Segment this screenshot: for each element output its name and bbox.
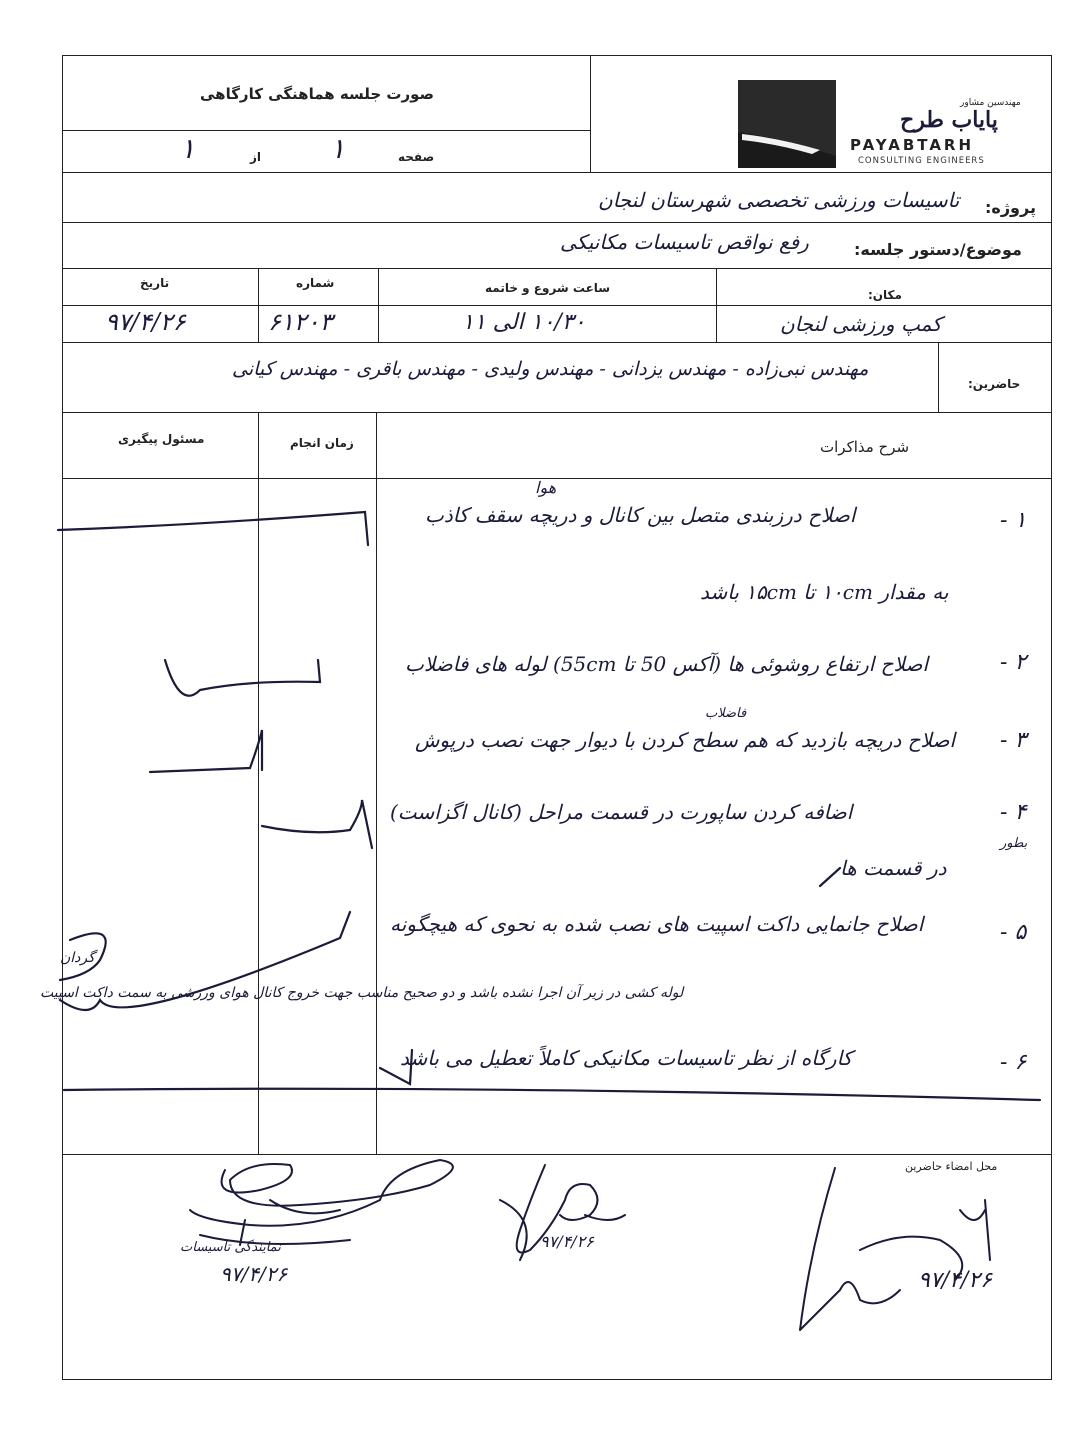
- item-note-1: هوا: [535, 478, 557, 497]
- item-line2-5: لوله کشی در زیر آن اجرا نشده باشد و دو صحیح مناسب جهت خروج کانال هوای ورزشی به سمت داکت اسپیت: [40, 985, 684, 1001]
- item-num-2: ۲ -: [1000, 650, 1027, 675]
- signature-1: [190, 1160, 453, 1245]
- date-value: ۹۷/۴/۲۶: [105, 308, 186, 336]
- item-note-3: فاضلاب: [705, 706, 747, 721]
- time-label: ساعت شروع و خاتمه: [485, 281, 611, 295]
- signature-date-1: ۹۷/۴/۲۶: [220, 1262, 288, 1286]
- page-of-label: از: [250, 150, 262, 164]
- agenda-label: موضوع/دستور جلسه:: [854, 240, 1022, 259]
- item-line1-4: اضافه کردن ساپورت در قسمت مراحل (کانال اگزاست): [390, 800, 853, 824]
- number-label: شماره: [296, 276, 335, 290]
- item-line1-6: کارگاه از نظر تاسیسات مکانیکی کاملاً تعطیل می باشد: [400, 1046, 853, 1070]
- deadline-header: زمان انجام: [290, 436, 354, 450]
- item-note-5: گردان: [60, 950, 95, 966]
- company-name-fa: پایاب طرح: [900, 107, 998, 133]
- place-label: مکان:: [868, 288, 902, 302]
- item-line1-5: اصلاح جانمایی داکت اسپیت های نصب شده به نحوی که هیچگونه: [390, 912, 924, 936]
- company-tagline: CONSULTING ENGINEERS: [858, 156, 985, 166]
- page-total: ۱: [180, 132, 196, 165]
- attendees-value: مهندس نبی‌زاده - مهندس یزدانی - مهندس ولیدی - مهندس باقری - مهندس کیانی: [232, 358, 869, 380]
- item-num-5: ۵ -: [1000, 920, 1027, 945]
- item-num-3: ۳ -: [1000, 728, 1027, 753]
- signature-date-3: ۹۷/۴/۲۶: [918, 1268, 992, 1293]
- date-label: تاریخ: [140, 276, 170, 290]
- time-value: ۱۰/۳۰ الی ۱۱: [462, 310, 586, 335]
- item-num-6: ۶ -: [1000, 1050, 1027, 1075]
- signature-3: [800, 1168, 990, 1330]
- place-value: کمپ ورزشی لنجان: [780, 312, 942, 336]
- description-header: شرح مذاکرات: [820, 438, 910, 456]
- page-number: ۱: [330, 132, 346, 165]
- attendees-label: حاضرین:: [968, 377, 1021, 391]
- item-line1-1: اصلاح درزبندی متصل بین کانال و دریچه سقف کاذب: [425, 503, 856, 527]
- project-label: پروژه:: [985, 198, 1036, 217]
- item-line1-3: اصلاح دریچه بازدید که هم سطح کردن با دیوار جهت نصب درپوش: [415, 728, 956, 752]
- company-name-en: PAYABTARH: [850, 136, 975, 154]
- signature-date-2: ۹۷/۴/۲۶: [540, 1232, 594, 1251]
- form-title: صورت جلسه هماهنگی کارگاهی: [200, 85, 435, 103]
- project-value: تاسیسات ورزشی تخصصی شهرستان لنجان: [598, 188, 960, 212]
- signature-caption: نمایندگی تاسیسات: [180, 1240, 281, 1255]
- item-note-4: بطور: [1000, 836, 1028, 851]
- item-line2-4: در قسمت ها: [840, 856, 947, 880]
- item-num-4: ۴ -: [1000, 800, 1027, 825]
- page-label: صفحه: [398, 150, 435, 164]
- number-value: ۶۱۲۰۳: [268, 308, 333, 336]
- responsible-header: مسئول پیگیری: [118, 432, 205, 446]
- item-line1-2: اصلاح ارتفاع روشوئی ها (آکس 50 تا 55cm) لوله های فاضلاب: [405, 652, 929, 676]
- company-tag: مهندسین مشاور: [960, 98, 1021, 108]
- signature-label: محل امضاء حاضرین: [905, 1160, 998, 1173]
- item-line2-1: به مقدار ۱۰cm تا ۱۵cm باشد: [700, 580, 949, 604]
- item-num-1: ۱ -: [1000, 508, 1027, 533]
- agenda-value: رفع نواقص تاسیسات مکانیکی: [560, 230, 809, 254]
